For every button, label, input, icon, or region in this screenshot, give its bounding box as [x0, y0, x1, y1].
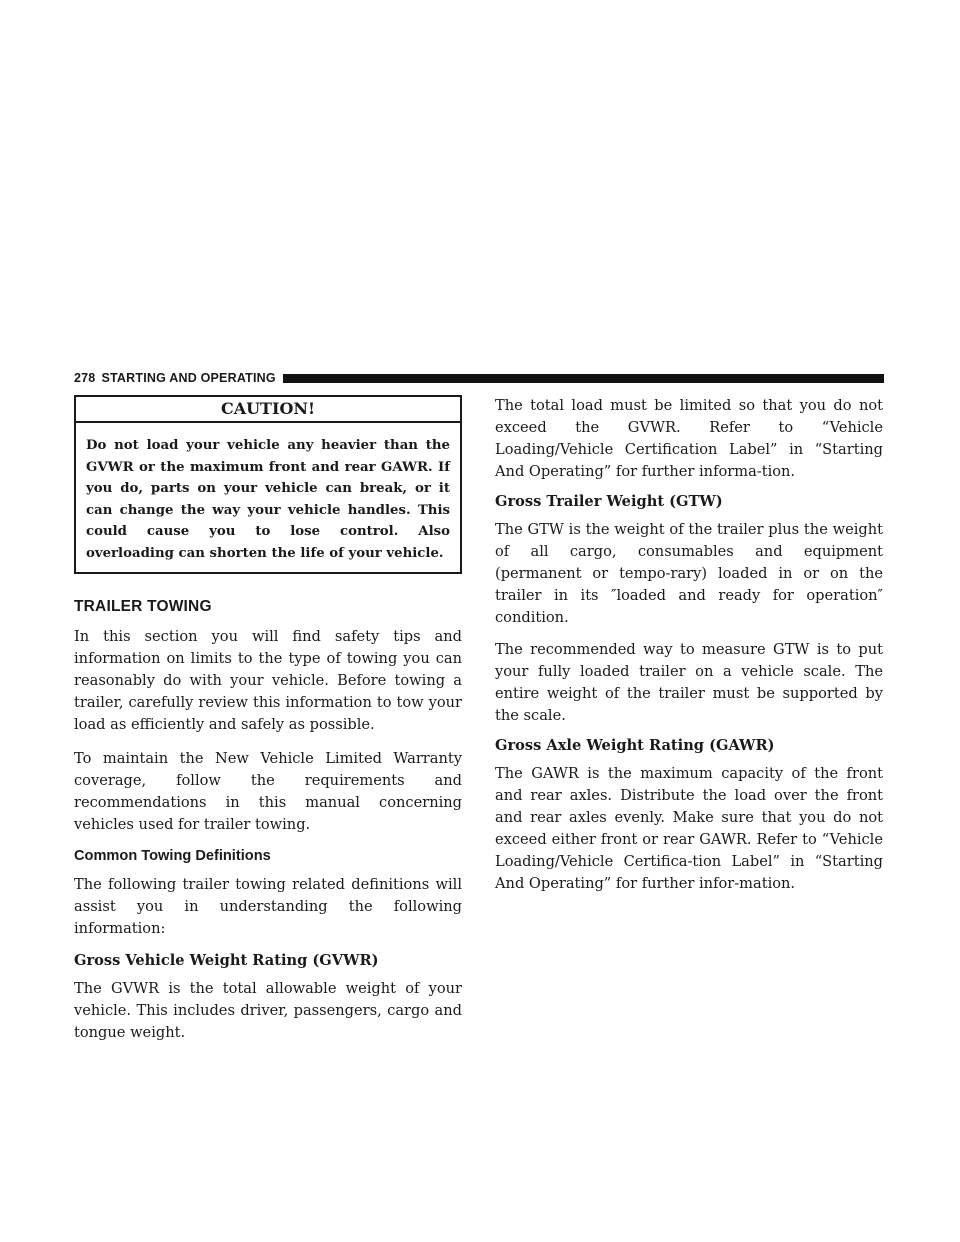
trailer-towing-intro: In this section you will find safety tips and information on limits to the type of towing you can reasonably do with your vehicle. Before towing a trailer, carefully review this information to tow your load as efficiently and safely as possible. — [74, 628, 462, 733]
trailer-towing-heading: TRAILER TOWING — [74, 598, 212, 615]
section-title: STARTING AND OPERATING — [101, 371, 276, 385]
caution-body: Do not load your vehicle any heavier than the GVWR or the maximum front and rear GAWR. If you do, parts on your vehicle can break, or it can change the way your vehicle handles. This could cause you to lose control. Also overloading can shorten the life of your vehicle. — [86, 438, 450, 561]
page-number: 278 — [74, 371, 96, 385]
gawr-heading: Gross Axle Weight Rating (GAWR) — [495, 737, 775, 754]
page-header — [74, 370, 884, 386]
warranty-paragraph: To maintain the New Vehicle Limited Warranty coverage, follow the requirements and recommendations in this manual concerning vehicles used for trailer towing. — [74, 750, 462, 833]
gtw-measure-paragraph: The recommended way to measure GTW is to put your fully loaded trailer on a vehicle scale. The entire weight of the trailer must be supported by the scale. — [495, 641, 883, 724]
definitions-heading: Common Towing Definitions — [74, 848, 271, 864]
right-column — [495, 395, 883, 905]
definitions-intro: The following trailer towing related definitions will assist you in understanding the following information: — [74, 876, 462, 937]
caution-title: CAUTION! — [76, 397, 460, 423]
gvwr-heading: Gross Vehicle Weight Rating (GVWR) — [74, 952, 379, 969]
gvwr-paragraph-continued: The total load must be limited so that you do not exceed the GVWR. Refer to “Vehicle Loading/Vehicle Certification Label” in “Starting And Operating” for further informa-tion. — [495, 397, 883, 480]
gawr-paragraph: The GAWR is the maximum capacity of the front and rear axles. Distribute the load over the front and rear axles evenly. Make sure that you do not exceed either front or rear GAWR. Refer to “Vehicle Loading/Vehicle Certifica-tion Label” in “Starting And Operating” for further infor-mation. — [495, 765, 883, 892]
gtw-paragraph: The GTW is the weight of the trailer plus the weight of all cargo, consumables and equipment (permanent or tempo-rary) loaded in or on the trailer in its ″loaded and ready for operation″ condition. — [495, 521, 883, 626]
gvwr-paragraph: The GVWR is the total allowable weight of your vehicle. This includes driver, passengers, cargo and tongue weight. — [74, 980, 462, 1041]
gtw-heading: Gross Trailer Weight (GTW) — [495, 493, 723, 510]
left-column — [74, 395, 462, 1056]
header-rule — [283, 374, 884, 383]
caution-box — [74, 395, 462, 574]
